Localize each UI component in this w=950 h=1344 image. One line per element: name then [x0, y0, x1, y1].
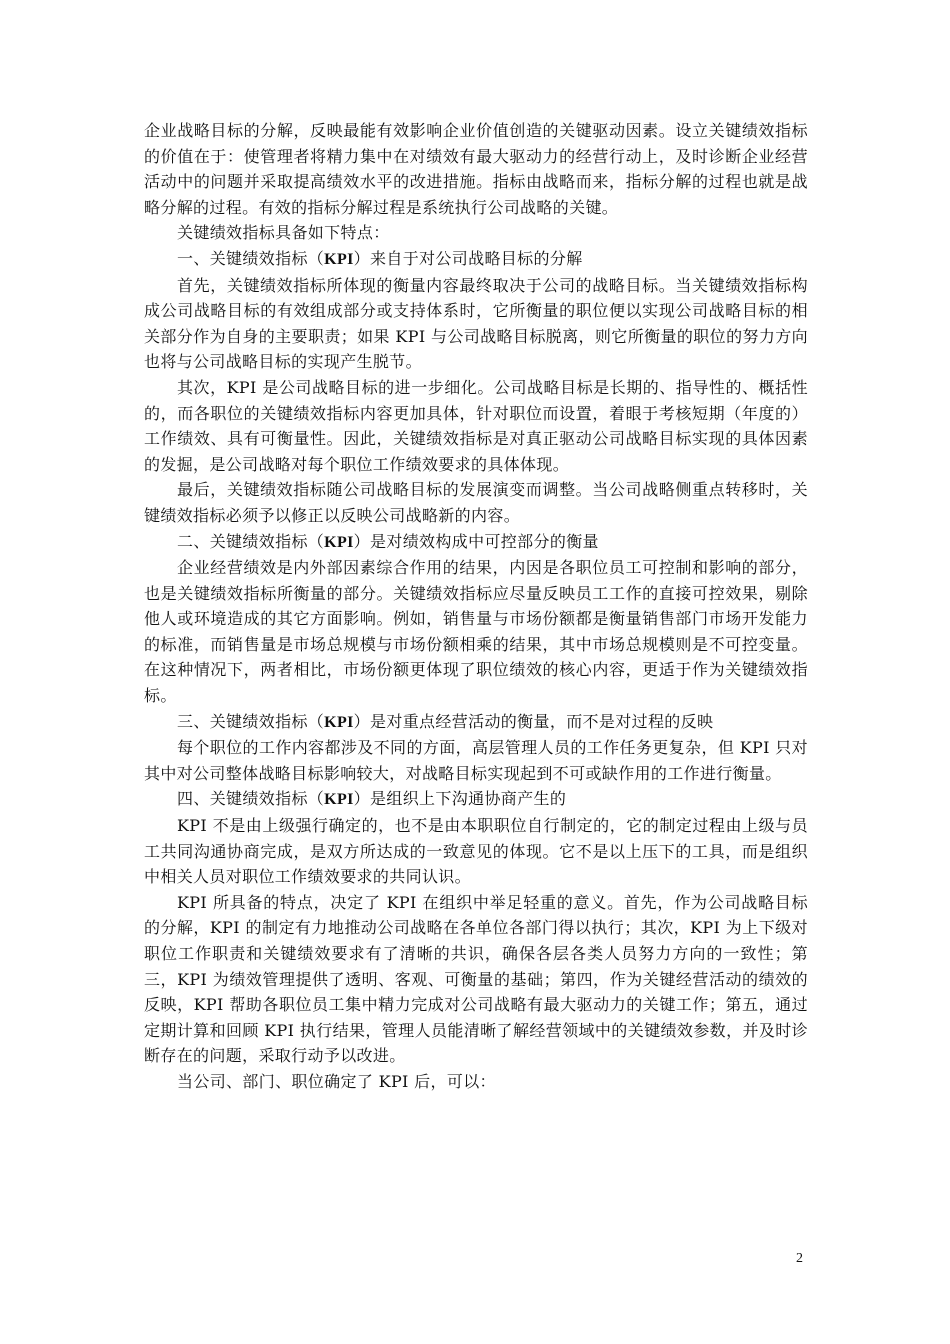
- document-body: [144, 118, 808, 1095]
- page-number: 2: [796, 1251, 803, 1266]
- paragraph: 关键绩效指标具备如下特点：: [177, 223, 390, 243]
- section-heading: 二、关键绩效指标（KPI）是对绩效构成中可控部分的衡量: [177, 531, 599, 551]
- paragraph: 首先，关键绩效指标所体现的衡量内容最终取决于公司的战略目标。当关键绩效指标构成公司战略目标的有效组成部分或支持体系时，它所衡量的职位便以实现公司战略目标的相关部分作为自身的主要职责；如果 KPI 与公司战略目标脱离，则它所衡量的职位的努力方向也将与公司战略目标的实现产生脱节。: [144, 275, 808, 372]
- paragraph: 其次，KPI 是公司战略目标的进一步细化。公司战略目标是长期的、指导性的、概括性的，而各职位的关键绩效指标内容更加具体，针对职位而设置，着眼于考核短期（年度的）工作绩效、具有可衡量性。因此，关键绩效指标是对真正驱动公司战略目标实现的具体因素的发掘，是公司战略对每个职位工作绩效要求的具体体现。: [144, 377, 808, 474]
- paragraph: KPI 所具备的特点，决定了 KPI 在组织中举足轻重的意义。首先，作为公司战略目标的分解，KPI 的制定有力地推动公司战略在各单位各部门得以执行；其次，KPI 为上下级对职位工作职责和关键绩效要求有了清晰的共识，确保各层各类人员努力方向的一致性；第三，KPI 为绩效管理提供了透明、客观、可衡量的基础；第四，作为关键经营活动的绩效的反映，KPI 帮助各职位员工集中精力完成对公司战略有最大驱动力的关键工作；第五，通过定期计算和回顾 KPI 执行结果，管理人员能清晰了解经营领域中的关键绩效参数，并及时诊断存在的问题，采取行动予以改进。: [144, 892, 808, 1066]
- paragraph: 企业战略目标的分解，反映最能有效影响企业价值创造的关键驱动因素。设立关键绩效指标的价值在于：使管理者将精力集中在对绩效有最大驱动力的经营行动上，及时诊断企业经营活动中的问题并采取提高绩效水平的改进措施。指标由战略而来，指标分解的过程也就是战略分解的过程。有效的指标分解过程是系统执行公司战略的关键。: [144, 121, 808, 217]
- paragraph: 最后，关键绩效指标随公司战略目标的发展演变而调整。当公司战略侧重点转移时，关键绩效指标必须予以修正以反映公司战略新的内容。: [144, 480, 808, 525]
- section-heading: 三、关键绩效指标（KPI）是对重点经营活动的衡量，而不是对过程的反映: [177, 711, 714, 731]
- paragraph: KPI 不是由上级强行确定的，也不是由本职职位自行制定的，它的制定过程由上级与员工共同沟通协商完成，是双方所达成的一致意见的体现。它不是以上压下的工具，而是组织中相关人员对职位工作绩效要求的共同认识。: [144, 816, 808, 887]
- paragraph: 当公司、部门、职位确定了 KPI 后，可以：: [177, 1071, 496, 1091]
- paragraph: 企业经营绩效是内外部因素综合作用的结果，内因是各职位员工可控制和影响的部分，也是关键绩效指标所衡量的部分。关键绩效指标应尽量反映员工工作的直接可控效果，剔除他人或环境造成的其它方面影响。例如，销售量与市场份额都是衡量销售部门市场开发能力的标准，而销售量是市场总规模与市场份额相乘的结果，其中市场总规模则是不可控变量。在这种情况下，两者相比，市场份额更体现了职位绩效的核心内容，更适于作为关键绩效指标。: [144, 558, 808, 706]
- section-heading: 四、关键绩效指标（KPI）是组织上下沟通协商产生的: [177, 789, 567, 809]
- paragraph: 每个职位的工作内容都涉及不同的方面，高层管理人员的工作任务更复杂，但 KPI 只对其中对公司整体战略目标影响较大，对战略目标实现起到不可或缺作用的工作进行衡量。: [144, 738, 808, 783]
- section-heading: 一、关键绩效指标（KPI）来自于对公司战略目标的分解: [177, 248, 583, 268]
